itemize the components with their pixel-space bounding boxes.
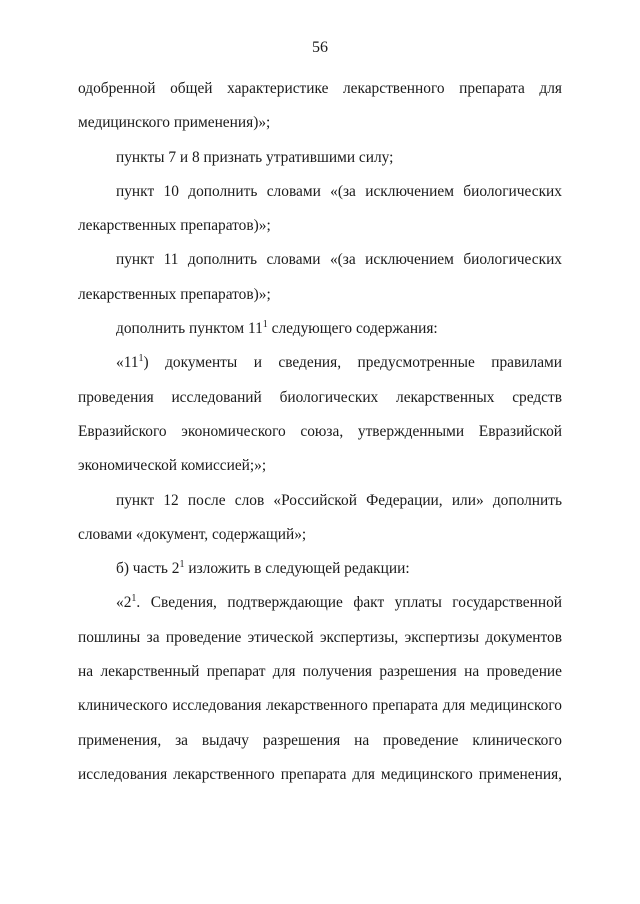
paragraph-items-7-8: пункты 7 и 8 признать утратившими силу; — [116, 148, 394, 166]
page-number: 56 — [312, 39, 328, 56]
superscript-index: 1 — [131, 593, 137, 605]
paragraph-item-10: пункт 10 дополнить словами «(за исключением биологических лекарственных препаратов)»; — [78, 182, 562, 235]
document-body — [78, 72, 562, 792]
paragraph-item-11-1-text — [78, 346, 562, 483]
paragraph-add-item-11-1 — [78, 312, 562, 346]
paragraph-text-before: дополнить пунктом 11 — [116, 320, 263, 338]
paragraph-part-2-1-text — [78, 586, 562, 792]
paragraph-item-12: пункт 12 после слов «Российской Федерации, или» дополнить словами «документ, содержащий»; — [78, 491, 562, 543]
paragraph-part-2-1 — [78, 552, 562, 586]
paragraph-text-after: следующего содержания: — [267, 320, 438, 338]
paragraph-item-11: пункт 11 дополнить словами «(за исключением биологических лекарственных препаратов)»; — [78, 251, 562, 303]
paragraph-text-before: б) часть 2 — [116, 560, 180, 578]
superscript-index: 1 — [179, 559, 185, 571]
superscript-index: 1 — [138, 353, 144, 365]
paragraph-text-after: . Сведения, подтверждающие факт уплаты государственной пошлины за проведение этической экспертизы, экспертизы документов на лекарственный препарат для получения разрешения на проведение клинического исследования лекарственного препарата для медицинского применения, за выдачу разрешения на проведение клинического исследования лекарственного препарата для медицинского применения, — [78, 594, 562, 783]
paragraph-text-after: ) документы и сведения, предусмотренные правилами проведения исследований биологических лекарственных средств Евразийского экономического союза, утвержденными Евразийской экономической комиссией;»; — [78, 354, 562, 475]
paragraph-text-before: «2 — [116, 594, 132, 612]
paragraph-text-after: изложить в следующей редакции: — [184, 560, 410, 578]
superscript-index: 1 — [262, 319, 268, 331]
paragraph-text-before: «11 — [116, 354, 139, 372]
paragraph-continuation: одобренной общей характеристике лекарственного препарата для медицинского применения)»; — [78, 80, 562, 132]
